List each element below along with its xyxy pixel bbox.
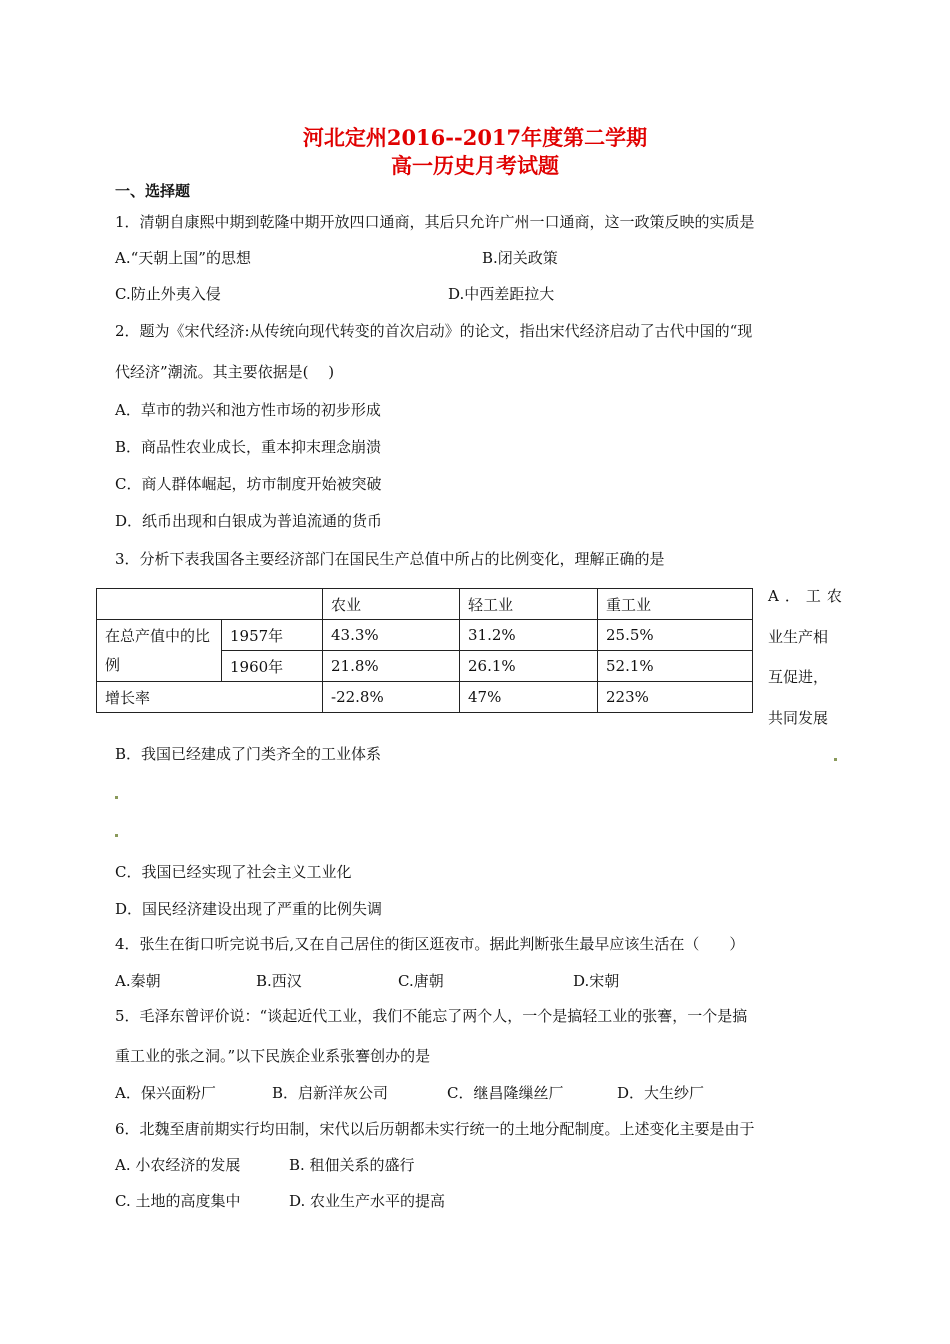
question-4-option-a: A.秦朝	[115, 972, 161, 990]
question-2-option-c: C．商人群体崛起，坊市制度开始被突破	[115, 475, 382, 493]
table-row	[97, 682, 753, 713]
question-1-stem: 1．清朝自康熙中期到乾隆中期开放四口通商，其后只允许广州一口通商，这一政策反映的实质是	[115, 213, 755, 231]
question-4-stem: 4．张生在街口听完说书后,又在自己居住的街区逛夜市。据此判断张生最早应该生活在（ ）	[115, 935, 745, 953]
stray-dot	[115, 834, 118, 837]
stray-dot	[115, 796, 118, 799]
table-year-1957: 1957年	[222, 620, 323, 651]
question-4-option-c: C.唐朝	[398, 972, 444, 990]
question-5-stem-line1: 5．毛泽东曾评价说：“谈起近代工业，我们不能忘了两个人，一个是搞轻工业的张謇，一个是搞	[115, 1007, 748, 1025]
table-growth-label: 增长率	[97, 682, 323, 713]
table-cell: 21.8%	[323, 651, 460, 682]
question-6-option-c: C. 土地的高度集中	[115, 1192, 241, 1210]
section-heading: 一、选择题	[115, 182, 191, 200]
table-row-label: 在总产值中的比例	[97, 620, 222, 682]
table-cell: 43.3%	[323, 620, 460, 651]
question-4-option-b: B.西汉	[256, 972, 302, 990]
document-title-line1: 河北定州2016--2017年度第二学期	[302, 125, 648, 150]
question-1-option-d: D.中西差距拉大	[448, 285, 555, 303]
question-5-option-c: C．继昌隆缫丝厂	[447, 1084, 564, 1102]
question-4-option-d: D.宋朝	[573, 972, 620, 990]
question-6-option-b: B. 租佃关系的盛行	[289, 1156, 415, 1174]
question-1-option-c: C.防止外夷入侵	[115, 285, 221, 303]
question-5-option-b: B．启新洋灰公司	[272, 1084, 389, 1102]
table-header-agriculture: 农业	[323, 589, 460, 620]
question-6-option-a: A. 小农经济的发展	[115, 1156, 241, 1174]
table-cell: 223%	[598, 682, 753, 713]
table-cell: 52.1%	[598, 651, 753, 682]
table-cell: 47%	[460, 682, 598, 713]
table-cell: 25.5%	[598, 620, 753, 651]
question-3-option-c: C．我国已经实现了社会主义工业化	[115, 863, 352, 881]
question-2-option-a: A．草市的勃兴和池方性市场的初步形成	[115, 401, 381, 419]
question-3-option-a-line3: 互促进，	[768, 668, 829, 686]
question-5-stem-line2: 重工业的张之洞。”以下民族企业系张謇创办的是	[115, 1047, 431, 1065]
question-1-option-a: A.“天朝上国”的思想	[115, 249, 251, 267]
question-3-stem: 3．分析下表我国各主要经济部门在国民生产总值中所占的比例变化，理解正确的是	[115, 550, 665, 568]
question-1-option-b: B.闭关政策	[482, 249, 558, 267]
question-2-stem-line2: 代经济”潮流。其主要依据是( )	[115, 363, 335, 381]
table-header-heavy-industry: 重工业	[598, 589, 753, 620]
table-header-blank	[97, 589, 323, 620]
question-2-stem-line1: 2．题为《宋代经济:从传统向现代转变的首次启动》的论文，指出宋代经济启动了古代中国的“现	[115, 322, 753, 340]
question-3-option-a-line2: 业生产相	[768, 628, 829, 646]
table-cell: 31.2%	[460, 620, 598, 651]
question-3-option-a-line4: 共同发展	[768, 709, 829, 727]
table-year-1960: 1960年	[222, 651, 323, 682]
question-5-option-d: D．大生纱厂	[617, 1084, 705, 1102]
question-3-option-b: B．我国已经建成了门类齐全的工业体系	[115, 745, 382, 763]
document-title-line2: 高一历史月考试题	[391, 153, 559, 178]
table-cell: -22.8%	[323, 682, 460, 713]
question-3-option-d: D．国民经济建设出现了严重的比例失调	[115, 900, 383, 918]
question-3-option-a-line1: A．工农	[768, 587, 848, 605]
question-5-option-a: A．保兴面粉厂	[115, 1084, 216, 1102]
table-header-row	[97, 589, 753, 620]
question-2-option-b: B．商品性农业成长，重本抑末理念崩溃	[115, 438, 382, 456]
table-cell: 26.1%	[460, 651, 598, 682]
stray-dot	[834, 758, 837, 761]
economic-ratio-table	[96, 588, 753, 713]
table-header-light-industry: 轻工业	[460, 589, 598, 620]
table-row	[97, 620, 753, 651]
question-6-stem: 6．北魏至唐前期实行均田制，宋代以后历朝都未实行统一的土地分配制度。上述变化主要是由于	[115, 1120, 755, 1138]
question-2-option-d: D．纸币出现和白银成为普追流通的货币	[115, 512, 383, 530]
question-6-option-d: D. 农业生产水平的提高	[289, 1192, 446, 1210]
